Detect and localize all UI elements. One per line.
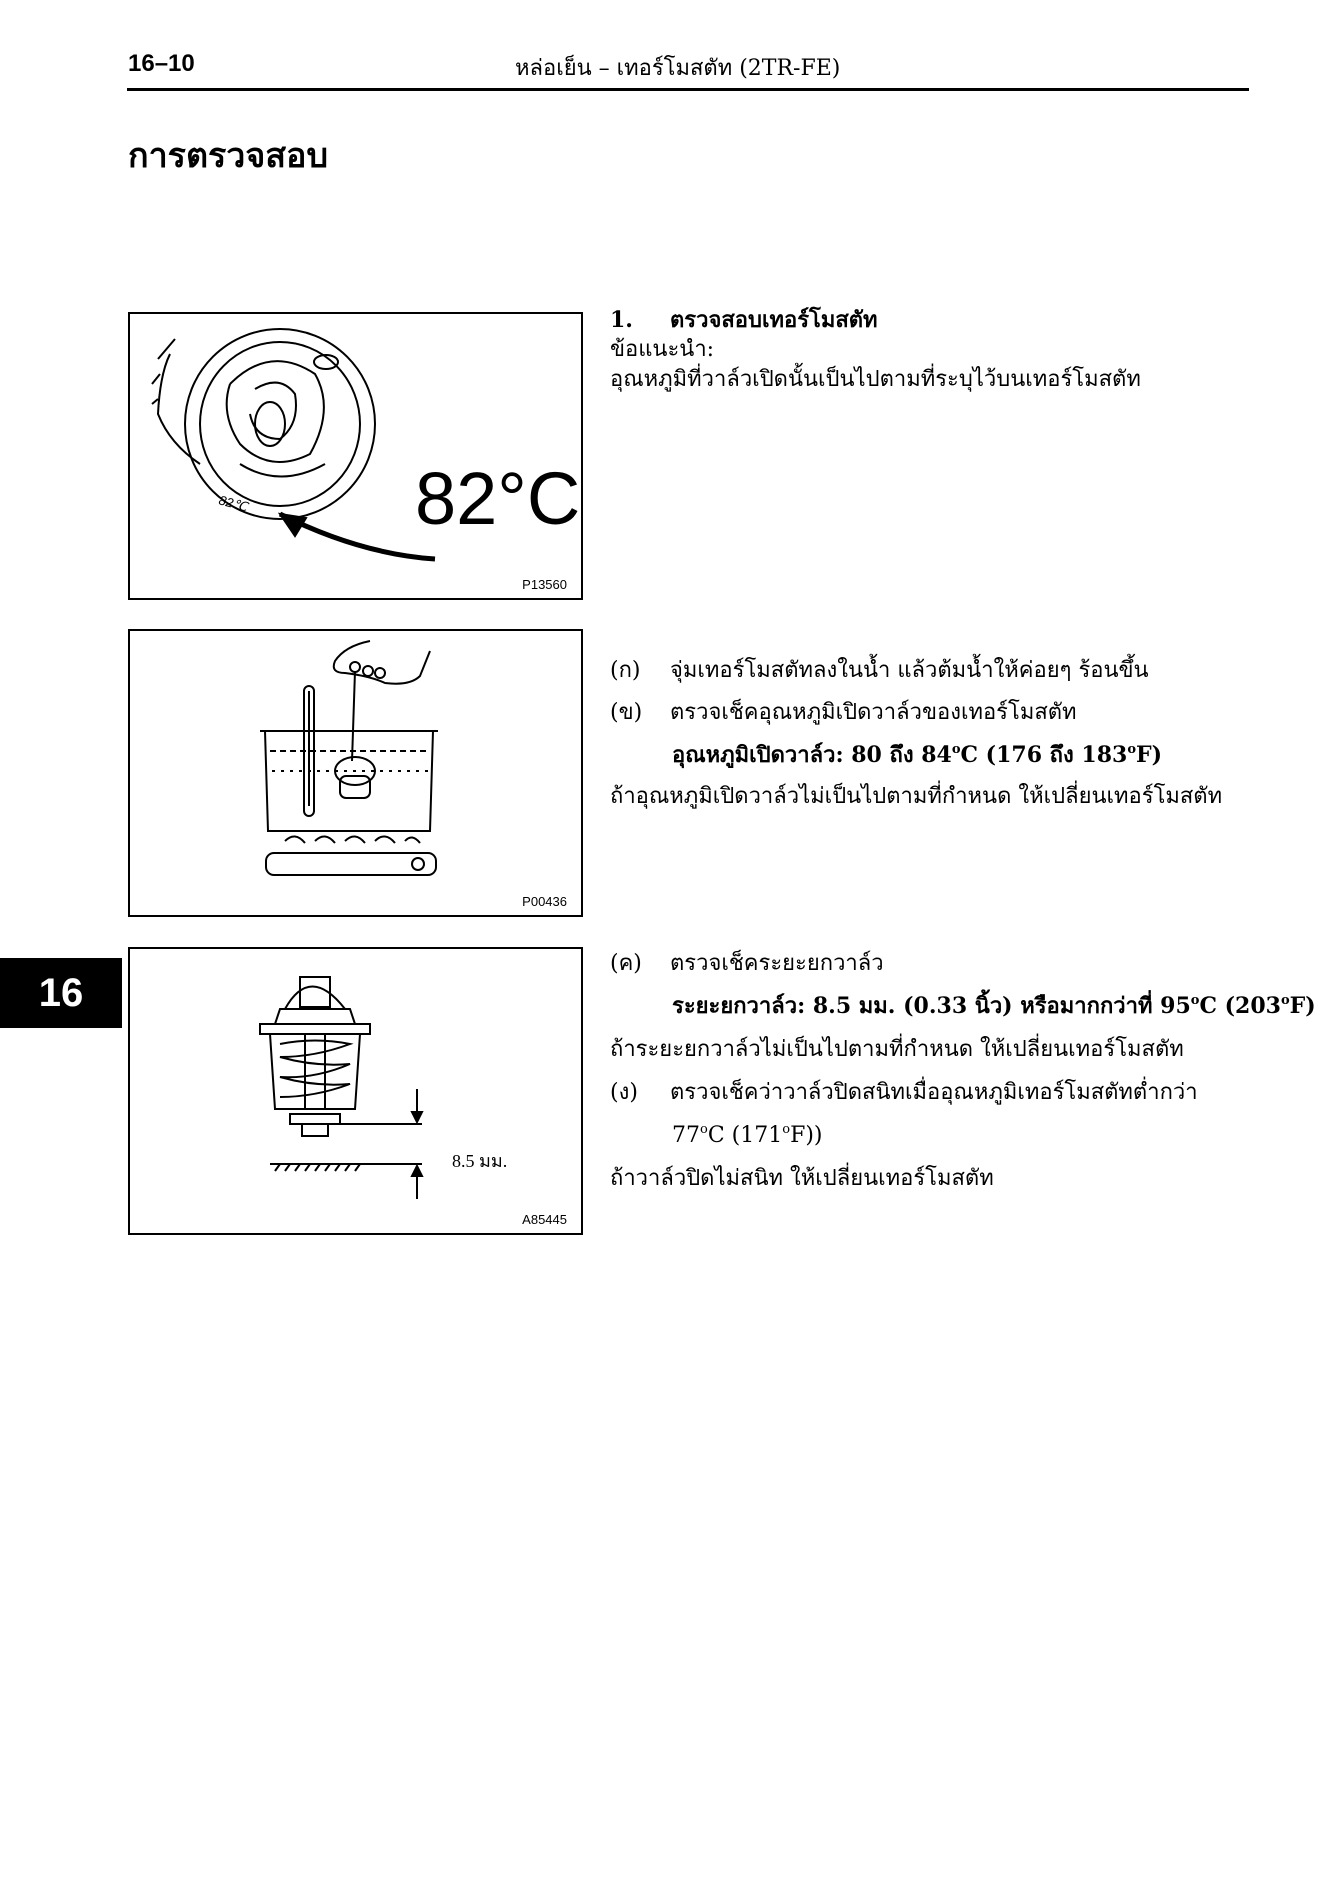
page-number: 16–10 bbox=[128, 50, 195, 77]
heating-test-illustration bbox=[130, 631, 581, 915]
step-d-text: ตรวจเช็คว่าวาล์วปิดสนิทเมื่ออุณหภูมิเทอร์โมสตัทต่ำกว่า bbox=[670, 1080, 1198, 1105]
degree-mark: o bbox=[1190, 993, 1200, 1008]
figure-thermostat-marking bbox=[128, 312, 583, 600]
steps-c-d bbox=[610, 942, 1316, 1200]
spec-end: F) bbox=[1136, 742, 1163, 768]
section-side-tab: 16 bbox=[0, 958, 122, 1028]
temp-value: 77 bbox=[672, 1123, 700, 1148]
degree-mark: o bbox=[951, 742, 961, 757]
step-1-title: ตรวจสอบเทอร์โมสตัท bbox=[670, 307, 878, 333]
step-a-marker: (ก) bbox=[610, 658, 641, 683]
step-b-marker: (ข) bbox=[610, 700, 643, 725]
figure-valve-lift bbox=[128, 947, 583, 1235]
temp-value: F)) bbox=[790, 1123, 823, 1148]
dimension-label: 8.5 มม. bbox=[452, 1151, 508, 1171]
temp-value: C (171 bbox=[707, 1123, 783, 1148]
hint-label: ข้อแนะนำ: bbox=[610, 337, 715, 362]
section-title: การตรวจสอบ bbox=[128, 136, 329, 176]
figure-code: P00436 bbox=[522, 894, 567, 909]
temperature-callout: 82°C bbox=[415, 457, 581, 540]
step-c-marker: (ค) bbox=[610, 951, 642, 976]
spec-label: อุณหภูมิเปิดวาล์ว: 80 ถึง 84 bbox=[672, 742, 952, 768]
step-b-text: ตรวจเช็คอุณหภูมิเปิดวาล์วของเทอร์โมสตัท bbox=[670, 700, 1077, 725]
hint-text: อุณหภูมิที่วาล์วเปิดนั้นเป็นไปตามที่ระบุไว้บนเทอร์โมสตัท bbox=[610, 367, 1141, 392]
step-b-spec bbox=[610, 734, 1222, 776]
thermostat-marking-illustration bbox=[130, 314, 581, 598]
page-header-title: หล่อเย็น – เทอร์โมสตัท (2TR-FE) bbox=[515, 56, 841, 81]
spec-label: ระยะยกวาล์ว: 8.5 มม. (0.33 นิ้ว) หรือมากกว่าที่ 95 bbox=[672, 993, 1191, 1019]
figure-code: P13560 bbox=[522, 577, 567, 592]
step-c-text: ตรวจเช็คระยะยกวาล์ว bbox=[670, 951, 884, 976]
degree-mark: o bbox=[1127, 742, 1136, 757]
step-d-action: ถ้าวาล์วปิดไม่สนิท ให้เปลี่ยนเทอร์โมสตัท bbox=[610, 1166, 994, 1191]
degree-mark: o bbox=[700, 1122, 708, 1137]
step-a-text: จุ่มเทอร์โมสตัทลงในน้ำ แล้วต้มน้ำให้ค่อยๆ ร้อนขึ้น bbox=[670, 658, 1149, 683]
header-rule bbox=[127, 88, 1249, 91]
step-d-marker: (ง) bbox=[610, 1080, 638, 1105]
figure-code: A85445 bbox=[522, 1212, 567, 1227]
step-c-spec bbox=[610, 985, 1316, 1028]
steps-a-b bbox=[610, 650, 1222, 818]
step-1 bbox=[610, 305, 1141, 395]
figure-heating-test bbox=[128, 629, 583, 917]
spec-end: F) bbox=[1289, 993, 1316, 1019]
spec-mid: C (176 ถึง 183 bbox=[960, 742, 1128, 768]
step-d-temp bbox=[610, 1114, 1316, 1157]
degree-mark: o bbox=[1280, 993, 1290, 1008]
thermostat-small-label: 82℃ bbox=[217, 492, 250, 515]
degree-mark: o bbox=[782, 1122, 791, 1137]
spec-mid: C (203 bbox=[1199, 993, 1281, 1019]
step-b-action: ถ้าอุณหภูมิเปิดวาล์วไม่เป็นไปตามที่กำหนด ให้เปลี่ยนเทอร์โมสตัท bbox=[610, 784, 1223, 809]
step-1-number: 1. bbox=[610, 307, 633, 333]
valve-lift-illustration bbox=[130, 949, 581, 1233]
step-c-action: ถ้าระยะยกวาล์วไม่เป็นไปตามที่กำหนด ให้เปลี่ยนเทอร์โมสตัท bbox=[610, 1037, 1184, 1062]
